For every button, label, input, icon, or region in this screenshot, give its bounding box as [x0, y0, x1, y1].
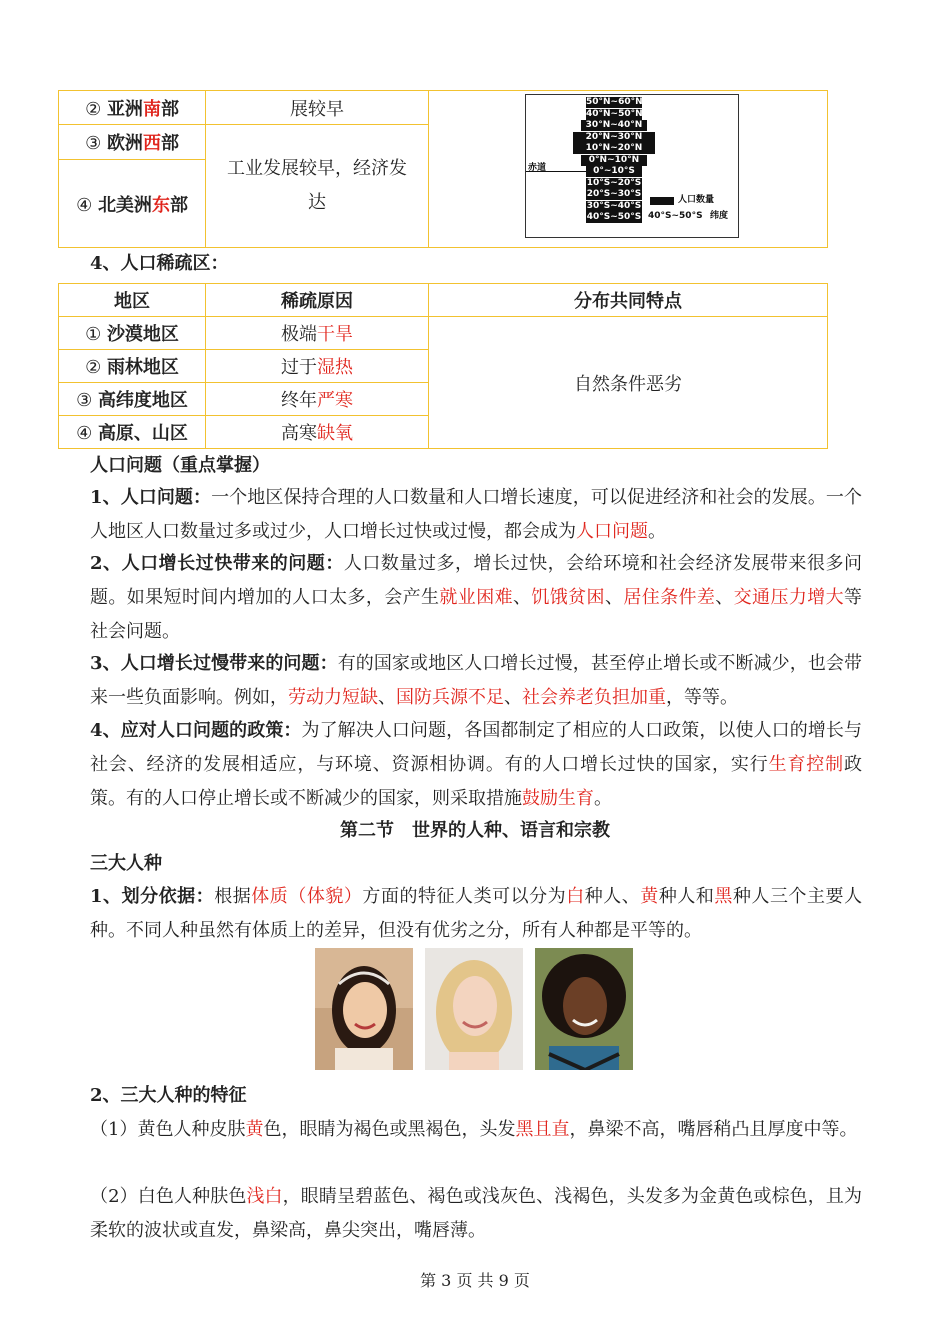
reason-cell: 高寒缺氧: [206, 416, 429, 449]
reason-cell: 工业发展较早，经济发达: [206, 125, 429, 248]
region-cell: ③ 欧洲西部: [59, 125, 206, 160]
region-cell: ④ 北美洲东部: [59, 160, 206, 248]
reason-cell: 极端干旱: [206, 317, 429, 350]
paragraph-slow-growth: 3、人口增长过慢带来的问题：有的国家或地区人口增长过慢，甚至停止增长或不断减少，也会带来一些负面影响。例如，劳动力短缺、国防兵源不足、社会养老负担加重，等等。: [90, 653, 862, 708]
latitude-bar: 20°S~30°S: [586, 189, 642, 199]
latitude-bar: 0°~10°S: [586, 166, 642, 177]
population-latitude-chart: [525, 94, 739, 238]
black-woman-photo: [535, 948, 633, 1070]
latitude-bar: 40°S~50°S: [586, 212, 642, 222]
paragraph-white-race: （2）白色人种肤色浅白，眼睛呈碧蓝色、褐色或浅灰色、浅褐色，头发多为金黄色或棕色，且为柔软的波状或直发，鼻梁高，鼻尖突出，嘴唇薄。: [90, 1186, 863, 1241]
equator-label: 赤道: [528, 163, 547, 173]
latitude-bar: 30°S~40°S: [586, 200, 642, 211]
region-cell: ④ 高原、山区: [59, 416, 206, 449]
paragraph-yellow-race: （1）黄色人种皮肤黄色，眼睛为褐色或黑褐色，头发黑且直，鼻梁不高，嘴唇稍凸且厚度中等。: [90, 1119, 858, 1140]
reason-cell: 终年严寒: [206, 383, 429, 416]
latitude-bar: 0°N~10°N: [581, 155, 647, 166]
latitude-bar: 10°S~20°S: [586, 177, 642, 188]
paragraph-problem-definition: 1、人口问题：一个地区保持合理的人口数量和人口增长速度，可以促进经济和社会的发展。一个人地区人口数量过多或过少，人口增长过快或过慢，都会成为人口问题。: [90, 487, 862, 542]
asian-woman-photo: [315, 948, 413, 1070]
paragraph-policy: 4、应对人口问题的政策：为了解决人口问题，各国都制定了相应的人口政策，以使人口的增长与社会、经济的发展相适应，与环境、资源相协调。有的人口增长过快的国家，实行生育控制政策。有的人口停止增长或不断减少的国家，则采取措施鼓励生育。: [90, 720, 863, 809]
latitude-bar: 50°N~60°N: [586, 97, 643, 107]
header-reason: 稀疏原因: [206, 284, 429, 317]
header-region: 地区: [59, 284, 206, 317]
reason-cell: 过于湿热: [206, 350, 429, 383]
sparse-section-title: 4、人口稀疏区：: [90, 253, 229, 274]
sparse-region-table: [58, 283, 828, 449]
legend-label: 人口数量: [678, 195, 715, 205]
latitude-bar: 10°N~20°N: [573, 143, 655, 154]
legend-swatch: [650, 197, 674, 205]
region-cell: ① 沙漠地区: [59, 317, 206, 350]
region-cell: ② 亚洲南部: [59, 91, 206, 125]
paragraph-fast-growth: 2、人口增长过快带来的问题：人口数量过多，增长过快，会给环境和社会经济发展带来很多问题。如果短时间内增加的人口太多，会产生就业困难、饥饿贫困、居住条件差、交通压力增大等社会问题。: [90, 553, 863, 642]
equator-line: [526, 171, 586, 172]
axis-label: 纬度: [710, 211, 729, 221]
reason-cell: 展较早: [206, 91, 429, 125]
race-features-heading: 2、三大人种的特征: [90, 1085, 247, 1106]
region-cell: ③ 高纬度地区: [59, 383, 206, 416]
legend-band-label: 40°S~50°S: [648, 211, 703, 221]
page-footer: 第 3 页 共 9 页: [420, 1271, 530, 1290]
latitude-bar: 40°N~50°N: [586, 108, 643, 119]
region-cell: ② 雨林地区: [59, 350, 206, 383]
races-heading: 三大人种: [90, 853, 162, 874]
latitude-bar: 20°N~30°N: [573, 132, 655, 143]
section-title: 第二节 世界的人种、语言和宗教: [340, 820, 610, 841]
latitude-bar: 30°N~40°N: [581, 120, 647, 131]
common-feature-cell: 自然条件恶劣: [429, 317, 828, 449]
header-feature: 分布共同特点: [429, 284, 828, 317]
problems-heading: 人口问题（重点掌握）: [90, 455, 270, 476]
white-woman-photo: [425, 948, 523, 1070]
paragraph-race-basis: 1、划分依据：根据体质（体貌）方面的特征人类可以分为白种人、黄种人和黑种人三个主要人种。不同人种虽然有体质上的差异，但没有优劣之分，所有人种都是平等的。: [90, 886, 863, 941]
